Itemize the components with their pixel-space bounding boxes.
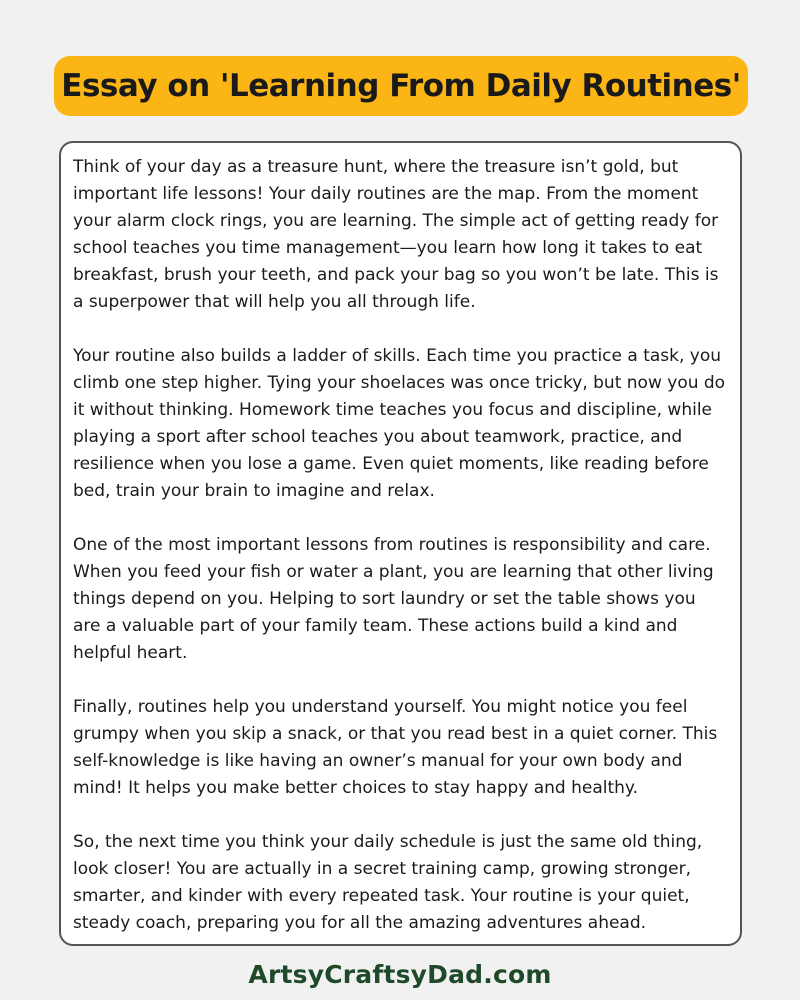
essay-box [59,141,742,946]
brand-link-text: ArtsyCraftsyDad.com [248,959,552,989]
essay-paragraph-5: So, the next time you think your daily schedule is just the same old thing, look closer! You are actually in a secret training camp, growing stronger, smarter, and kinder with every repeated task. Your routine is your quiet, steady coach, preparing you for all the amazing adventures ahead. [73,832,703,933]
title-banner [54,56,748,116]
page-title: Essay on 'Learning From Daily Routines' [61,68,741,104]
essay-paragraph-4: Finally, routines help you understand yourself. You might notice you feel grumpy when you skip a snack, or that you read best in a quiet corner. This self-knowledge is like having an owner’s manual for your own body and mind! It helps you make better choices to stay happy and healthy. [73,697,718,798]
essay-paragraph-2: Your routine also builds a ladder of skills. Each time you practice a task, you climb one step higher. Tying your shoelaces was once tricky, but now you do it without thinking. Homework time teaches you focus and discipline, while playing a sport after school teaches you about teamwork, practice, and resilience when you lose a game. Even quiet moments, like reading before bed, train your brain to imagine and relax. [73,346,726,501]
essay-paragraph-3: One of the most important lessons from routines is responsibility and care. When you feed your fish or water a plant, you are learning that other living things depend on you. Helping to sort laundry or set the table shows you are a valuable part of your family team. These actions build a kind and helpful heart. [73,535,714,663]
essay-paragraph-1: Think of your day as a treasure hunt, where the treasure isn’t gold, but important life lessons! Your daily routines are the map. From the moment your alarm clock rings, you are learning. The simple act of getting ready for school teaches you time management—you learn how long it takes to eat breakfast, brush your teeth, and pack your bag so you won’t be late. This is a superpower that will help you all through life. [73,157,719,312]
footer [0,956,800,992]
